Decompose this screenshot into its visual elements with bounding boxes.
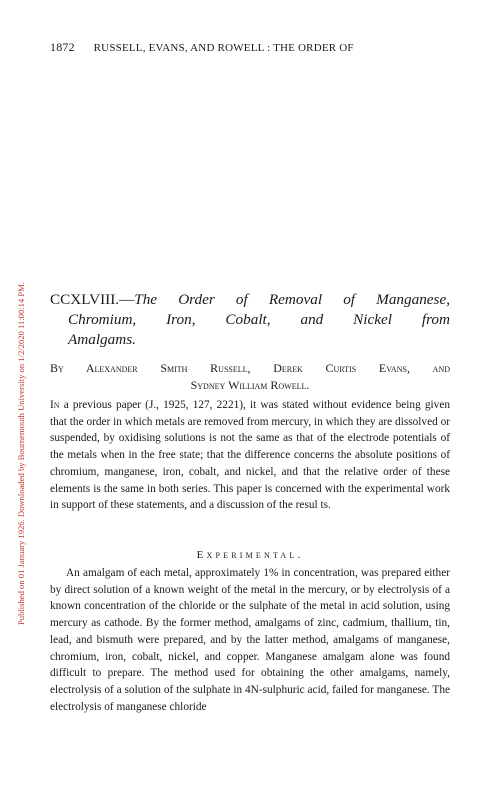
title-line-3: Amalgams.	[68, 331, 136, 348]
article-title	[50, 290, 450, 350]
section-heading: Experimental.	[196, 549, 304, 561]
experimental-paragraph: An amalgam of each metal, approximately 1% in concentration, was prepared either by direct solution of a known weight of the metal in the mercury, or by electrolysis of a known concentration of the chloride or the sulphate of the metal in acid solution, using mercury as cathode. By the former method, amalgams of zinc, cadmium, thallium, tin, lead, and bismuth were prepared, and by the latter method, amalgams of manganese, chromium, iron, cobalt, nickel, and copper. Manganese amalgam alone was found difficult to prepare. The method used for obtaining the other amalgams, namely, electrolysis of a solution of the sulphate in 4N-sulphuric acid, failed for manganese. The electrolysis of manganese chloride	[50, 567, 450, 713]
download-watermark	[4, 80, 26, 640]
page-number: 1872	[50, 40, 75, 54]
title-line-1-text: The Order of Removal of Manganese,	[134, 291, 450, 308]
title-number: CCXLVIII.—	[50, 291, 135, 308]
page-header	[50, 40, 450, 55]
title-line-1	[50, 290, 450, 310]
download-watermark-text: Published on 01 January 1926. Downloaded by Bournemouth University on 1/2/2020 11:00:14 PM.	[16, 282, 26, 625]
author-list	[50, 360, 450, 394]
authors-line-1: By Alexander Smith Russell, Derek Curtis Evans, and	[50, 361, 450, 375]
authors-line-2: Sydney William Rowell.	[190, 378, 310, 392]
intro-text: a previous paper (J., 1925, 127, 2221), it was stated without evidence being given that the order in which metals are removed from mercury, in which they are dissolved or suspended, by oxidising solutions is not the same as that of the electrode potentials of the metals when in the free state; that the difference concerns the absolute positions of chromium, manganese, iron, cobalt, and nickel, and that the relative order of these elements is the same in both series. This paper is concerned with the experimental work in support of these statements, and a discussion of the resul ts.	[50, 399, 450, 512]
title-line-2: Chromium, Iron, Cobalt, and Nickel from	[68, 311, 450, 328]
intro-paragraph	[50, 397, 450, 514]
running-title: RUSSELL, EVANS, AND ROWELL : THE ORDER OF	[93, 42, 354, 54]
intro-lead-word: In	[50, 399, 60, 411]
